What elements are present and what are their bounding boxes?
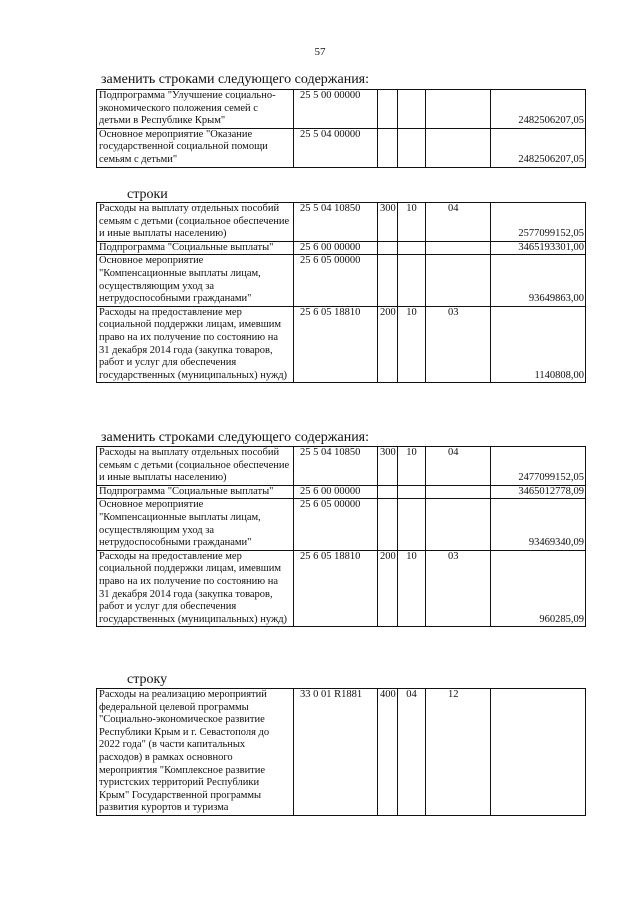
row-code-cell: 25 5 04 10850 xyxy=(294,447,378,486)
row-code-cell: 25 6 00 00000 xyxy=(294,241,378,255)
row-subsection-cell: 03 xyxy=(426,550,491,627)
row-amount-cell: 2477099152,05 xyxy=(491,447,586,486)
table-row xyxy=(97,255,586,306)
table-row xyxy=(97,90,586,129)
row-name-cell: Подпрограмма "Улучшение социально-экономического положения семей с детьми в Республике Крым" xyxy=(97,90,294,129)
row-amount-cell: 93649863,00 xyxy=(491,255,586,306)
row-name-cell: Основное мероприятие "Оказание государственной социальной помощи семьям с детьми" xyxy=(97,128,294,167)
row-amount-cell: 3465193301,00 xyxy=(491,241,586,255)
row-code-cell: 33 0 01 R1881 xyxy=(294,689,378,816)
table-row xyxy=(97,306,586,383)
row-amount-cell: 3465012778,09 xyxy=(491,485,586,499)
row-amount-cell: 960285,09 xyxy=(491,550,586,627)
table-row xyxy=(97,485,586,499)
row-section-cell xyxy=(398,128,426,167)
row-amount-cell: 1140808,00 xyxy=(491,306,586,383)
table-section-1 xyxy=(96,89,586,168)
row-expense-type-cell: 300 xyxy=(378,203,398,242)
section-heading-2: строки xyxy=(127,187,168,202)
row-subsection-cell: 03 xyxy=(426,306,491,383)
row-amount-cell xyxy=(491,689,586,816)
row-subsection-cell xyxy=(426,499,491,550)
table-row xyxy=(97,128,586,167)
row-section-cell: 10 xyxy=(398,447,426,486)
row-code-cell: 25 6 05 00000 xyxy=(294,499,378,550)
table-row xyxy=(97,241,586,255)
table-row xyxy=(97,689,586,816)
table-row xyxy=(97,499,586,550)
row-subsection-cell xyxy=(426,241,491,255)
row-expense-type-cell: 300 xyxy=(378,447,398,486)
row-subsection-cell xyxy=(426,128,491,167)
page-number: 57 xyxy=(314,46,326,58)
row-section-cell: 10 xyxy=(398,306,426,383)
section-heading-4: строку xyxy=(127,672,168,687)
row-subsection-cell xyxy=(426,485,491,499)
section-heading-3: заменить строками следующего содержания: xyxy=(101,430,370,445)
row-name-cell: Расходы на предоставление мер социальной поддержки лицам, имевшим право на их получение по состоянию на 31 декабря 2014 года (закупка товаров, работ и услуг для обеспечения государственных (муниципальных) нужд) xyxy=(97,306,294,383)
table-row xyxy=(97,550,586,627)
row-subsection-cell: 04 xyxy=(426,203,491,242)
row-name-cell: Основное мероприятие "Компенсационные выплаты лицам, осуществляющим уход за нетрудоспособными гражданами" xyxy=(97,255,294,306)
row-expense-type-cell: 200 xyxy=(378,550,398,627)
row-amount-cell: 93469340,09 xyxy=(491,499,586,550)
row-section-cell: 04 xyxy=(398,689,426,816)
row-subsection-cell: 04 xyxy=(426,447,491,486)
row-code-cell: 25 6 05 18810 xyxy=(294,550,378,627)
row-section-cell xyxy=(398,485,426,499)
row-section-cell xyxy=(398,241,426,255)
table-row xyxy=(97,203,586,242)
row-expense-type-cell: 200 xyxy=(378,306,398,383)
row-section-cell xyxy=(398,499,426,550)
section-heading-1: заменить строками следующего содержания: xyxy=(101,72,370,87)
row-subsection-cell: 12 xyxy=(426,689,491,816)
table-section-3 xyxy=(96,446,586,627)
row-section-cell xyxy=(398,90,426,129)
row-name-cell: Подпрограмма "Социальные выплаты" xyxy=(97,241,294,255)
row-code-cell: 25 6 05 18810 xyxy=(294,306,378,383)
row-expense-type-cell xyxy=(378,485,398,499)
row-code-cell: 25 5 04 00000 xyxy=(294,128,378,167)
row-name-cell: Основное мероприятие "Компенсационные выплаты лицам, осуществляющим уход за нетрудоспособными гражданами" xyxy=(97,499,294,550)
row-expense-type-cell xyxy=(378,90,398,129)
row-code-cell: 25 5 00 00000 xyxy=(294,90,378,129)
row-expense-type-cell xyxy=(378,241,398,255)
table-section-2 xyxy=(96,202,586,383)
row-expense-type-cell xyxy=(378,128,398,167)
row-expense-type-cell xyxy=(378,499,398,550)
row-name-cell: Расходы на выплату отдельных пособий семьям с детьми (социальное обеспечение и иные выплаты населению) xyxy=(97,447,294,486)
row-name-cell: Расходы на реализацию мероприятий федеральной целевой программы "Социально-экономическое развитие Республики Крым и г. Севастополя до 2022 года" (в части капитальных расходов) в рамках основного мероприятия "Комплексное развитие туристских территорий Республики Крым" Государственной программы развития курортов и туризма xyxy=(97,689,294,816)
row-subsection-cell xyxy=(426,90,491,129)
row-name-cell: Расходы на предоставление мер социальной поддержки лицам, имевшим право на их получение по состоянию на 31 декабря 2014 года (закупка товаров, работ и услуг для обеспечения государственных (муниципальных) нужд) xyxy=(97,550,294,627)
row-subsection-cell xyxy=(426,255,491,306)
row-amount-cell: 2482506207,05 xyxy=(491,90,586,129)
row-code-cell: 25 6 05 00000 xyxy=(294,255,378,306)
row-expense-type-cell: 400 xyxy=(378,689,398,816)
row-amount-cell: 2577099152,05 xyxy=(491,203,586,242)
row-code-cell: 25 5 04 10850 xyxy=(294,203,378,242)
table-section-4 xyxy=(96,688,586,816)
row-code-cell: 25 6 00 00000 xyxy=(294,485,378,499)
row-name-cell: Подпрограмма "Социальные выплаты" xyxy=(97,485,294,499)
row-expense-type-cell xyxy=(378,255,398,306)
row-name-cell: Расходы на выплату отдельных пособий семьям с детьми (социальное обеспечение и иные выплаты населению) xyxy=(97,203,294,242)
row-section-cell xyxy=(398,255,426,306)
table-row xyxy=(97,447,586,486)
row-section-cell: 10 xyxy=(398,550,426,627)
row-section-cell: 10 xyxy=(398,203,426,242)
row-amount-cell: 2482506207,05 xyxy=(491,128,586,167)
